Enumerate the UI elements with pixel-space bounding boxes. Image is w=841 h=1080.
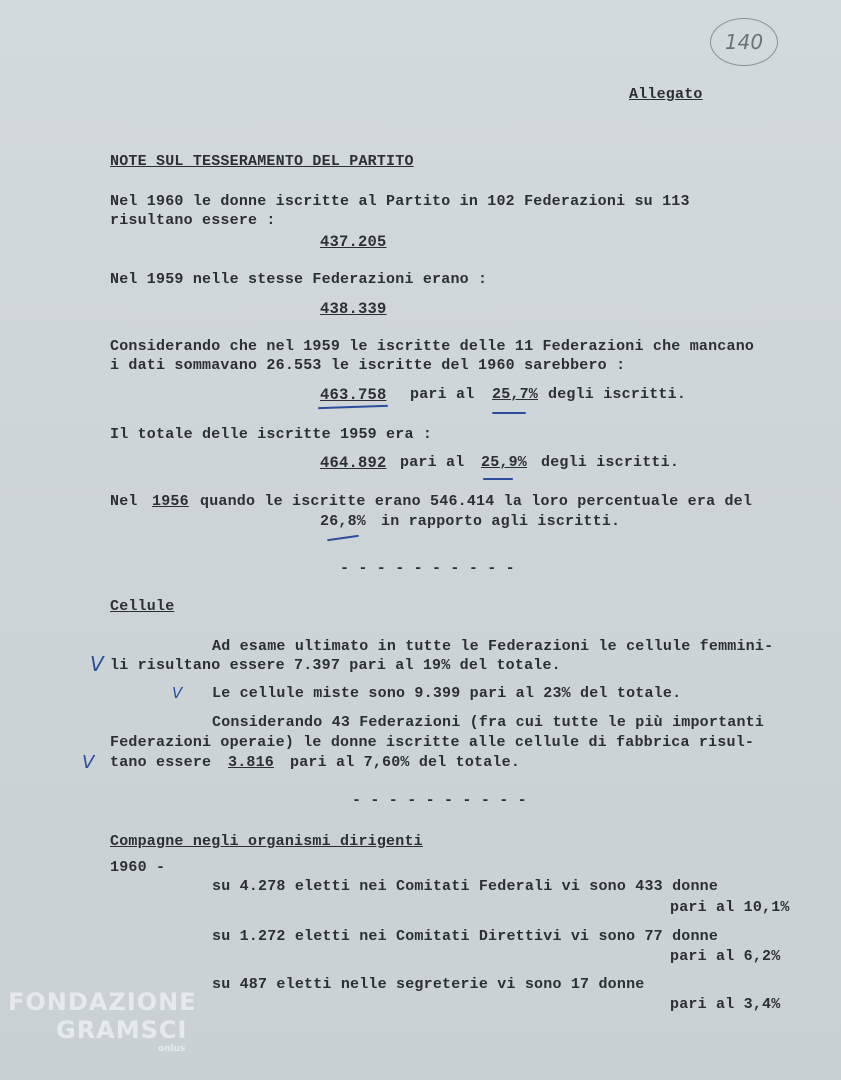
fondazione-gramsci-logo: [8, 988, 197, 1054]
p1-line2: risultano essere :: [110, 212, 276, 229]
c3-line3-a: tano essere: [110, 754, 212, 771]
c3-number: 3.816: [228, 754, 275, 771]
blue-underline-mark: [318, 405, 388, 409]
handwritten-check-mark: V: [90, 652, 104, 676]
logo-line1: FONDAZIONE: [8, 988, 197, 1016]
value-total-1959: 464.892: [320, 454, 387, 472]
p5-year: 1956: [152, 493, 189, 510]
v3-pari: pari al: [410, 386, 475, 403]
c3-line3-b: pari al 7,60% del totale.: [290, 754, 521, 771]
separator-2: - - - - - - - - - -: [352, 792, 527, 809]
p5-percent: 26,8%: [320, 513, 367, 530]
p5-nel: Nel: [110, 493, 138, 510]
p2-line1: Nel 1959 nelle stesse Federazioni erano :: [110, 271, 488, 288]
c3-line2: Federazioni operaie) le donne iscritte alle cellule di fabbrica risul-: [110, 734, 755, 751]
v4-pari: pari al: [400, 454, 465, 471]
c2-line1: Le cellule miste sono 9.399 pari al 23% del totale.: [212, 685, 682, 702]
year-label: 1960 -: [110, 859, 166, 876]
page-number-stamp: 140: [710, 18, 778, 66]
p3-line2: i dati sommavano 26.553 le iscritte del 1960 sarebbero :: [110, 357, 626, 374]
c3-line1: Considerando 43 Federazioni (fra cui tutte le più importanti: [212, 714, 765, 731]
handwritten-check-mark: V: [82, 752, 95, 773]
blue-underline-mark: [327, 535, 359, 541]
v4-percent: 25,9%: [481, 454, 528, 471]
d3-line1: su 487 eletti nelle segreterie vi sono 17 donne: [212, 976, 645, 993]
v3-percent: 25,7%: [492, 386, 539, 403]
logo-line3: onlus: [158, 1044, 186, 1054]
c1-line1: Ad esame ultimato in tutte le Federazioni le cellule femmini-: [212, 638, 774, 655]
blue-underline-mark: [483, 478, 513, 480]
p5-tail: in rapporto agli iscritti.: [381, 513, 621, 530]
separator-1: - - - - - - - - - -: [340, 560, 515, 577]
document-title: NOTE SUL TESSERAMENTO DEL PARTITO: [110, 153, 414, 170]
d3-line2: pari al 3,4%: [670, 996, 781, 1013]
value-estimated-1960: 463.758: [320, 386, 387, 404]
d2-line1: su 1.272 eletti nei Comitati Direttivi vi sono 77 donne: [212, 928, 719, 945]
blue-underline-mark: [492, 412, 526, 414]
p4-line1: Il totale delle iscritte 1959 era :: [110, 426, 433, 443]
v4-tail: degli iscritti.: [541, 454, 680, 471]
allegato-label: Allegato: [629, 86, 703, 103]
handwritten-check-mark: V: [172, 684, 183, 702]
p5-rest: quando le iscritte erano 546.414 la loro percentuale era del: [200, 493, 753, 510]
c1-line2: li risultano essere 7.397 pari al 19% del totale.: [110, 657, 561, 674]
cellule-heading: Cellule: [110, 598, 175, 615]
p1-line1: Nel 1960 le donne iscritte al Partito in 102 Federazioni su 113: [110, 193, 690, 210]
d2-line2: pari al 6,2%: [670, 948, 781, 965]
logo-line2: GRAMSCI: [56, 1016, 188, 1044]
p3-line1: Considerando che nel 1959 le iscritte delle 11 Federazioni che mancano: [110, 338, 755, 355]
value-1959: 438.339: [320, 300, 387, 318]
v3-tail: degli iscritti.: [548, 386, 687, 403]
value-1960: 437.205: [320, 233, 387, 251]
compagne-heading: Compagne negli organismi dirigenti: [110, 833, 423, 850]
d1-line1: su 4.278 eletti nei Comitati Federali vi sono 433 donne: [212, 878, 719, 895]
d1-line2: pari al 10,1%: [670, 899, 790, 916]
